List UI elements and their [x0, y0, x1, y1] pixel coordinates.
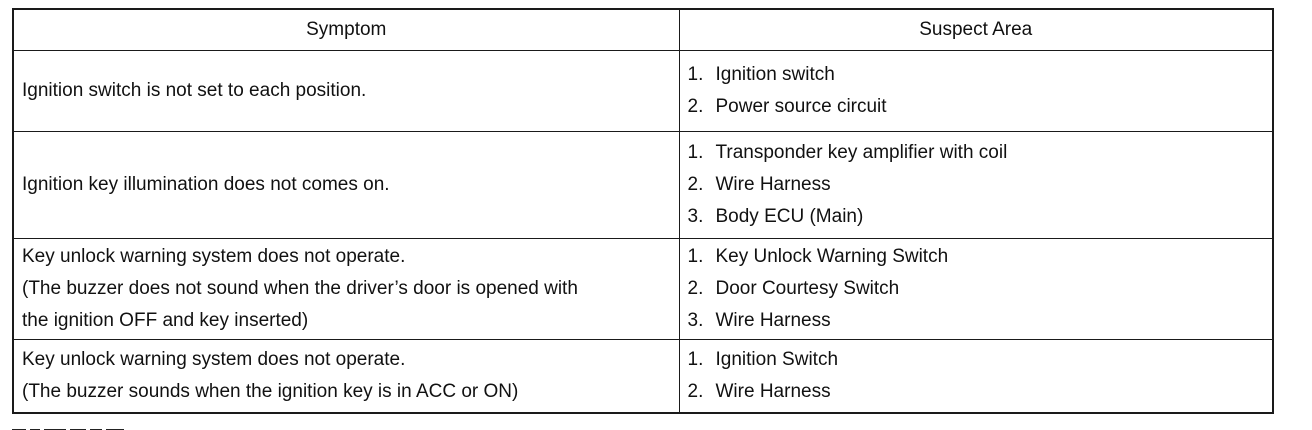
- symptom-cell: [14, 238, 679, 339]
- table-row: [14, 339, 1272, 412]
- suspect-item: [688, 305, 1265, 337]
- suspect-item: [688, 201, 1265, 233]
- item-number: 1.: [687, 245, 704, 267]
- item-text: Wire Harness: [715, 309, 831, 331]
- item-text: Wire Harness: [715, 173, 831, 195]
- suspect-item: [688, 169, 1265, 201]
- symptom-text: Ignition key illumination does not comes on.: [22, 173, 390, 195]
- problem-symptoms-table-container: [12, 8, 1274, 414]
- suspect-item: [688, 273, 1265, 305]
- suspect-area-cell: [679, 238, 1272, 339]
- suspect-item: [688, 91, 1265, 123]
- suspect-item: [688, 344, 1265, 376]
- item-number: 1.: [687, 141, 704, 163]
- symptom-text: (The buzzer sounds when the ignition key is in ACC or ON): [22, 380, 519, 402]
- item-text: Ignition Switch: [715, 348, 839, 370]
- symptom-text: (The buzzer does not sound when the driver’s door is opened with: [22, 277, 578, 299]
- problem-symptoms-table: [14, 10, 1272, 412]
- item-number: 2.: [687, 277, 704, 299]
- item-number: 2.: [687, 173, 704, 195]
- item-text: Door Courtesy Switch: [715, 277, 900, 299]
- suspect-item: [688, 376, 1265, 408]
- item-text: Transponder key amplifier with coil: [715, 141, 1008, 163]
- item-text: Power source circuit: [715, 96, 887, 118]
- suspect-item: [688, 137, 1265, 169]
- symptom-text: the ignition OFF and key inserted): [22, 309, 309, 331]
- item-text: Body ECU (Main): [715, 205, 864, 227]
- item-number: 3.: [687, 205, 704, 227]
- symptom-text: Ignition switch is not set to each position.: [22, 80, 367, 102]
- header-symptom: Symptom: [14, 10, 679, 51]
- suspect-area-cell: [679, 132, 1272, 239]
- item-number: 3.: [687, 309, 704, 331]
- item-number: 2.: [687, 96, 704, 118]
- cropped-text-fragment: [12, 422, 212, 430]
- item-text: Ignition switch: [715, 64, 835, 86]
- table-row: [14, 238, 1272, 339]
- table-row: [14, 132, 1272, 239]
- symptom-cell: [14, 132, 679, 239]
- symptom-cell: [14, 339, 679, 412]
- item-number: 2.: [687, 380, 704, 402]
- symptom-text: Key unlock warning system does not operate.: [22, 348, 406, 370]
- item-text: Key Unlock Warning Switch: [715, 245, 949, 267]
- header-suspect-area: Suspect Area: [679, 10, 1272, 51]
- symptom-text: Key unlock warning system does not operate.: [22, 245, 406, 267]
- item-text: Wire Harness: [715, 380, 831, 402]
- suspect-area-cell: [679, 51, 1272, 132]
- symptom-cell: [14, 51, 679, 132]
- item-number: 1.: [687, 348, 704, 370]
- table-header-row: [14, 10, 1272, 51]
- table-row: [14, 51, 1272, 132]
- suspect-area-cell: [679, 339, 1272, 412]
- suspect-item: [688, 241, 1265, 273]
- item-number: 1.: [687, 64, 704, 86]
- suspect-item: [688, 59, 1265, 91]
